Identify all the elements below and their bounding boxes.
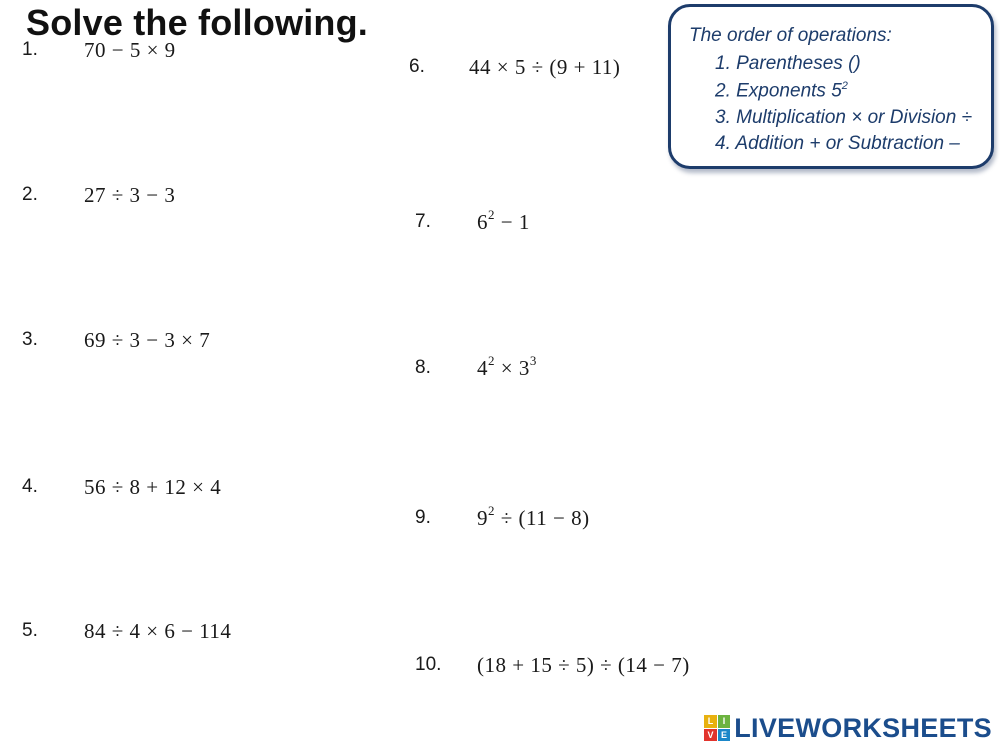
problem-expression: 27 ÷ 3 − 3 xyxy=(84,182,176,207)
problem-expression: (18 + 15 ÷ 5) ÷ (14 − 7) xyxy=(477,652,690,677)
problem-2 xyxy=(22,180,175,210)
problem-1 xyxy=(22,35,176,65)
problem-4 xyxy=(22,472,221,502)
problem-3 xyxy=(22,325,210,355)
problem-expression: $6^2 - 1$ xyxy=(477,207,530,234)
problem-9 xyxy=(415,503,590,533)
brand-name: LIVEWORKSHEETS xyxy=(734,712,992,743)
problem-number: 7. xyxy=(415,211,431,232)
rule-item: 2. Exponents $5^2$ xyxy=(715,80,848,102)
rule-item: 4. Addition + or Subtraction – xyxy=(715,133,960,154)
problem-6 xyxy=(409,52,620,82)
problem-expression: 56 ÷ 8 + 12 × 4 xyxy=(84,474,222,499)
rules-heading: The order of operations: xyxy=(689,25,892,46)
problem-expression: $9^2 \div (11 - 8)$ xyxy=(477,503,590,530)
problem-expression: 70 − 5 × 9 xyxy=(84,37,176,62)
problem-number: 8. xyxy=(415,357,431,378)
problem-number: 6. xyxy=(409,56,425,77)
page-title: Solve the following. xyxy=(26,2,369,43)
rule-item: 3. Multiplication × or Division ÷ xyxy=(715,107,973,128)
problem-number: 2. xyxy=(22,184,38,205)
problem-number: 4. xyxy=(22,476,38,497)
problem-expression: 44 × 5 ÷ (9 + 11) xyxy=(469,54,621,79)
rule-item: 1. Parentheses () xyxy=(715,53,861,74)
liveworksheets-brand xyxy=(704,712,992,744)
problem-number: 3. xyxy=(22,329,38,350)
problem-7 xyxy=(415,207,530,237)
problem-expression: $4^2 \times 3^3$ xyxy=(477,353,537,380)
problem-8 xyxy=(415,353,537,383)
problem-number: 1. xyxy=(22,39,38,60)
problem-number: 10. xyxy=(415,654,442,675)
problem-number: 9. xyxy=(415,507,431,528)
problem-5 xyxy=(22,616,231,646)
order-of-operations-box xyxy=(668,4,994,169)
problem-expression: 84 ÷ 4 × 6 − 114 xyxy=(84,618,232,643)
liveworksheets-logo-icon: L I V E xyxy=(704,715,730,741)
problem-expression: 69 ÷ 3 − 3 × 7 xyxy=(84,327,211,352)
problem-10 xyxy=(415,650,690,680)
problem-number: 5. xyxy=(22,620,38,641)
